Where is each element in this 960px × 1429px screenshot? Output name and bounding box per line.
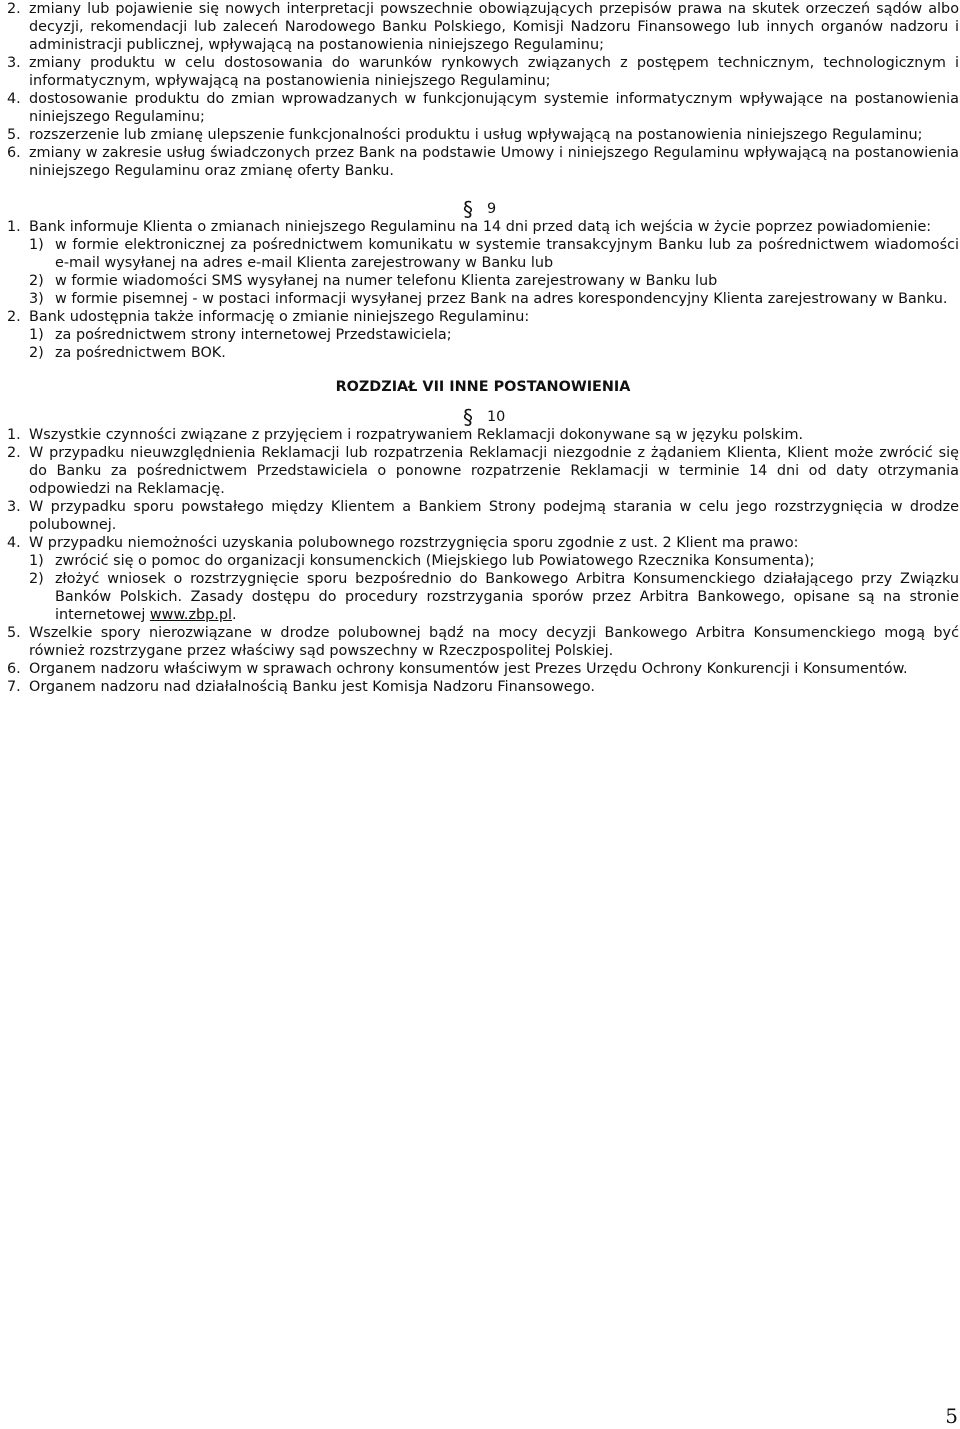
sub-item-number: 2) xyxy=(29,273,44,289)
list-item-number: 5. xyxy=(7,127,21,143)
sub-item-number: 2) xyxy=(29,571,44,587)
top-list xyxy=(7,0,959,180)
list-item-text: W przypadku niemożności uzyskania polubownego rozstrzygnięcia sporu zgodnie z ust. 2 Klient ma prawo: xyxy=(29,535,799,551)
sub-item-number: 1) xyxy=(29,237,44,253)
list-item-number: 7. xyxy=(7,679,21,695)
section-10-list xyxy=(7,426,959,696)
list-item xyxy=(7,218,959,308)
list-item xyxy=(7,498,959,534)
list-item xyxy=(7,308,959,362)
section-9-list xyxy=(7,218,959,362)
sub-item-text: zwrócić się o pomoc do organizacji konsumenckich (Miejskiego lub Powiatowego Rzecznika Konsumenta); xyxy=(55,553,815,569)
sub-item-text: w formie wiadomości SMS wysyłanej na numer telefonu Klienta zarejestrowany w Banku lub xyxy=(55,273,718,289)
list-item-number: 6. xyxy=(7,661,21,677)
list-item xyxy=(7,444,959,498)
list-item-text: Bank udostępnia także informację o zmianie niniejszego Regulaminu: xyxy=(29,309,530,325)
list-item-text: Organem nadzoru właściwym w sprawach ochrony konsumentów jest Prezes Urzędu Ochrony Konkurencji i Konsumentów. xyxy=(29,661,908,677)
list-item xyxy=(7,534,959,624)
list-item-text: W przypadku nieuwzględnienia Reklamacji lub rozpatrzenia Reklamacji niezgodnie z żądaniem Klienta, Klient może zwrócić się do Banku za pośrednictwem Przedstawiciela o ponowne rozpatrzenie Reklamacji w terminie 14 dni od daty otrzymania odpowiedzi na Reklamację. xyxy=(29,445,959,497)
list-item-text: zmiany w zakresie usług świadczonych przez Bank na podstawie Umowy i niniejszego Regulaminu wpływającą na postanowienia niniejszego Regulaminu oraz zmianę oferty Banku. xyxy=(29,145,959,179)
sub-item xyxy=(29,236,959,272)
sub-item-text: za pośrednictwem strony internetowej Przedstawiciela; xyxy=(55,327,452,343)
list-item-number: 5. xyxy=(7,625,21,641)
section-sign-icon: § xyxy=(463,197,473,221)
section-number: 10 xyxy=(487,409,506,425)
list-item-number: 2. xyxy=(7,445,21,461)
list-item-text: zmiany produktu w celu dostosowania do warunków rynkowych związanych z postępem technicznym, technologicznym i informatycznym, wpływającą na postanowienia niniejszego Regulaminu; xyxy=(29,55,959,89)
list-item-number: 2. xyxy=(7,1,21,17)
sub-item xyxy=(29,552,959,570)
list-item-text: W przypadku sporu powstałego między Klientem a Bankiem Strony podejmą starania w celu jego rozstrzygnięcia w drodze polubownej. xyxy=(29,499,959,533)
sub-item-number: 1) xyxy=(29,553,44,569)
list-item-number: 3. xyxy=(7,499,21,515)
sub-item xyxy=(29,290,959,308)
list-item-number: 6. xyxy=(7,145,21,161)
list-item-number: 1. xyxy=(7,427,21,443)
sub-item-text-part: złożyć wniosek o rozstrzygnięcie sporu bezpośrednio do Bankowego Arbitra Konsumenckiego działającego przy Związku Banków Polskich. Zasady dostępu do procedury rozstrzygania sporów przez Arbitra Bankowego, opisane są na stronie internetowej xyxy=(55,571,959,623)
sub-item xyxy=(29,272,959,290)
sub-item-text xyxy=(55,570,959,624)
sub-item-text: w formie elektronicznej za pośrednictwem komunikatu w systemie transakcyjnym Banku lub za pośrednictwem wiadomości e-mail wysyłanej na adres e-mail Klienta zarejestrowany w Banku lub xyxy=(55,237,959,271)
list-item-text: Bank informuje Klienta o zmianach niniejszego Regulaminu na 14 dni przed datą ich wejścia w życie poprzez powiadomienie: xyxy=(29,219,932,235)
list-item-number: 4. xyxy=(7,91,21,107)
sub-item xyxy=(29,326,959,344)
list-item xyxy=(7,660,959,678)
chapter-heading: ROZDZIAŁ VII INNE POSTANOWIENIA xyxy=(335,379,631,395)
section-10-heading xyxy=(25,405,959,429)
list-item xyxy=(7,624,959,660)
list-item-number: 1. xyxy=(7,219,21,235)
page-number: 5 xyxy=(945,1404,958,1428)
list-item-number: 2. xyxy=(7,309,21,325)
section-number: 9 xyxy=(487,201,497,217)
sub-item-text: za pośrednictwem BOK. xyxy=(55,345,226,361)
list-item-text: Wszystkie czynności związane z przyjęciem i rozpatrywaniem Reklamacji dokonywane są w języku polskim. xyxy=(29,427,804,443)
list-item-text: Wszelkie spory nierozwiązane w drodze polubownej bądź na mocy decyzji Bankowego Arbitra Konsumenckiego mogą być również rozstrzygane przez właściwy sąd powszechny w Rzeczpospolitej Polskiej. xyxy=(29,625,959,659)
list-item xyxy=(7,126,959,144)
list-item xyxy=(7,54,959,90)
sub-item-number: 3) xyxy=(29,291,44,307)
list-item-number: 4. xyxy=(7,535,21,551)
sub-item-text-part: . xyxy=(232,607,237,623)
document-page xyxy=(7,0,959,696)
list-item-text: rozszerzenie lub zmianę ulepszenie funkcjonalności produktu i usług wpływającą na postanowienia niniejszego Regulaminu; xyxy=(29,127,923,143)
list-item xyxy=(7,426,959,444)
list-item-number: 3. xyxy=(7,55,21,71)
section-9-heading xyxy=(25,197,959,221)
list-item xyxy=(7,144,959,180)
list-item-text: Organem nadzoru nad działalnością Banku jest Komisja Nadzoru Finansowego. xyxy=(29,679,595,695)
list-item xyxy=(7,0,959,54)
list-item-text: dostosowanie produktu do zmian wprowadzanych w funkcjonującym systemie informatycznym wpływające na postanowienia niniejszego Regulaminu; xyxy=(29,91,959,125)
sub-item xyxy=(29,344,959,362)
list-item-text: zmiany lub pojawienie się nowych interpretacji powszechnie obowiązujących przepisów prawa na skutek orzeczeń sądów albo decyzji, rekomendacji lub zaleceń Narodowego Banku Polskiego, Komisji Nadzoru Finansowego lub innych organów nadzoru i administracji publicznej, wpływającą na postanowienia niniejszego Regulaminu; xyxy=(29,1,959,53)
sub-item-number: 2) xyxy=(29,345,44,361)
sub-item xyxy=(29,570,959,624)
list-item xyxy=(7,90,959,126)
list-item xyxy=(7,678,959,696)
zbp-website-link[interactable]: www.zbp.pl xyxy=(149,607,232,623)
sub-item-number: 1) xyxy=(29,327,44,343)
sub-item-text: w formie pisemnej - w postaci informacji wysyłanej przez Bank na adres korespondencyjny Klienta zarejestrowany w Banku. xyxy=(55,291,948,307)
section-sign-icon: § xyxy=(463,405,473,429)
